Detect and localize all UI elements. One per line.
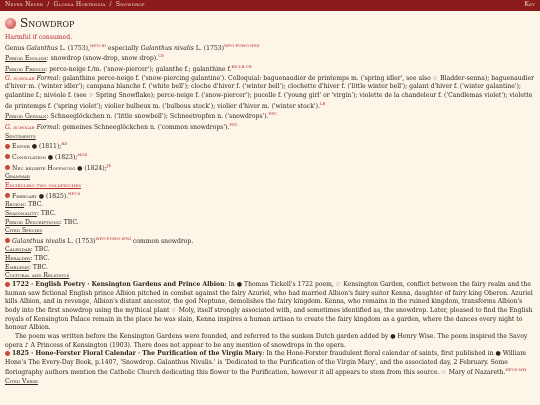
entry-1722: 1722 · English Poetry · Kensington Gardens and Prince Albion: In ● Thomas Tickell's 1722 poem, ☞ Kensington Garden, conflict between the fairy realm and the human saw fictional English prince Albion pitched in combat against the fairy Azuriel, who had married Albion's fairy suitor Kenna, daughter of fairy king Oberon. Azuriel kills Albion, and in revenge, Albion's distant ancestor, the god Neptune, demolishes the fairy kingdom. Kenna, who remains in the ruined kingdom, transforms Albion's body into the first snowdrop using the mythical plant ☞ Moly, itself strongly associated with, and sometimes identified as, the snowdrop. Later, pleased to find the English royals of Kensington Palace remain in the place he was slain, Kenna inspires a human artisan to create the fairy kingdom as a garden, where the dances every night to honour Albion. <box>5 281 533 332</box>
german-names: Period German: Schneeglöckchen n. ('little snowbell'); Schneetropfen n. ('snowdrops').$^{PPC}$ <box>5 111 277 121</box>
breadcrumb-current: Snowdrop <box>115 1 145 9</box>
entry-1722-para-2: The poem was written before the Kensington Gardens were founded, and referred to the sunken Dutch garden added by ● Henry Wise. The poem inspired the Savoy opera ♪ A Princess of Kensington (1903). There does not appear to be any mention of snowdrops in the opera. <box>5 332 528 349</box>
sentiment-item: Consolation ● (1823);$^{MGS}$ <box>5 152 535 163</box>
emblems-line: Emblems: TBC. <box>5 263 48 271</box>
tinctures-heading: Encircling two goldfinches <box>5 181 81 189</box>
top-nav-bar <box>0 0 540 11</box>
bullet-icon <box>5 144 10 149</box>
calendar-line: Calendar: TBC. <box>5 246 50 254</box>
english-names: Period English: snowdrop (snow-drop, snow drop).$^{CE}$ <box>5 53 165 63</box>
key-link[interactable]: Key <box>524 1 535 9</box>
cited-species-heading: Cited Species <box>5 227 43 235</box>
breadcrumb-never-never[interactable]: Never Never <box>5 1 44 9</box>
region-line: Region: TBC. <box>5 201 44 209</box>
french-scholar-names: G. scholar Formal: galanthine perce-neige f. ('snow-piercing galantine'). Colloquial: baguenaudier de printemps m. ('spring idler', see also ☞ Bladder-senna); baguenaudier d'hiver m. ('winter idler'); campana blanche f. ('white bell'); cloche d'hiver f. ('winter bell'); clochette d'hiver f. ('little winter bell'); galant d'hiver f. ('winter galantine'); galantine f.; nivéole f. (see ☞ Spring Snowflake); perce-neige f. ('snow-piercer'); pucelle f. ('young girl' or 'virgin'); violette de la chandeleur f. ('Candlemas violet'); violette de printemps f. ('spring violet'); violier bulbeux m. ('bulbous stock'); violier d'hiver m. ('winter stock').$^{LR}$ <box>5 74 535 110</box>
cited-species-item: Galanthus nivalis L. $(1753)^{WFO\cdot POWO\cdot IPNI}$ common snowdrop. <box>5 236 535 247</box>
heraldry-line: Heraldry: TBC. <box>5 255 50 263</box>
title-row <box>5 15 535 32</box>
seasonality-line: Seasonality: TBC. <box>5 209 56 217</box>
bullet-icon <box>5 154 10 159</box>
harm-warning: Harmful if consumed. <box>5 34 73 42</box>
sentiments-heading: Sentiments <box>5 132 36 140</box>
genus-line: Genus Galanthus L. (1753),$^{WFO\cdot ID}$ especially Galanthus nivalis L. $(1753)^{WFO\cdot POWO\cdot IPNI}$ <box>5 42 260 52</box>
flower-icon <box>5 18 16 29</box>
february-item: February ● (1825).$^{HFCS}$ <box>5 191 535 202</box>
breadcrumb-separator: / <box>109 1 112 9</box>
bullet-icon <box>5 165 10 170</box>
sentiment-item: Espoir ● (1811);$^{BD}$ <box>5 141 535 152</box>
article-body <box>0 11 540 387</box>
breadcrumb <box>5 1 147 10</box>
grammar-heading: Grammar <box>5 173 30 181</box>
cited-verse-heading: Cited Verse <box>5 378 38 386</box>
german-scholar-names: G. scholar Formal: gemeines Schneeglöckchen n. ('common snowdrops').$^{PPC}$ <box>5 121 238 131</box>
breadcrumb-glossa-hortensia[interactable]: Glossa Hortensia <box>53 1 106 9</box>
page-title: Snowdrop <box>20 16 75 30</box>
descriptions-line: Period Descriptions: TBC. <box>5 218 79 226</box>
bullet-icon <box>5 238 10 243</box>
entry-1825: 1825 · Hone-Forster Floral Calendar · The Purification of the Virgin Mary: In the Hone-Forster fraudulent floral calendar of saints, first published in ● William Hone's The Every-Day Book, p.1407, 'Snowdrop. Galanthus Nivalis.' is 'Dedicated to the Purification of the Virgin Mary', and the associated day, 2 February. Some floriography authors mention the Catholic Church dedicating this flower to the Purification, however it all appears to stem from this source. ☞ Mary of Nazareth.$^{HFCS\cdot WH}$ <box>5 350 527 377</box>
breadcrumb-separator: / <box>47 1 50 9</box>
bullet-icon <box>5 282 10 287</box>
cultural-heading: Cultural and Religious <box>5 272 70 280</box>
bullet-icon <box>5 193 10 198</box>
bullet-icon <box>5 351 10 356</box>
french-names: Period French: perce-neige f./m. ('snow-piercer'); galanthe f.; galanthine f.$^{BD\cdot LR\cdot CE}$ <box>5 64 252 74</box>
sentiment-item: Neu belebte Hoffnung ● (1824);$^{JE}$ <box>5 163 535 174</box>
